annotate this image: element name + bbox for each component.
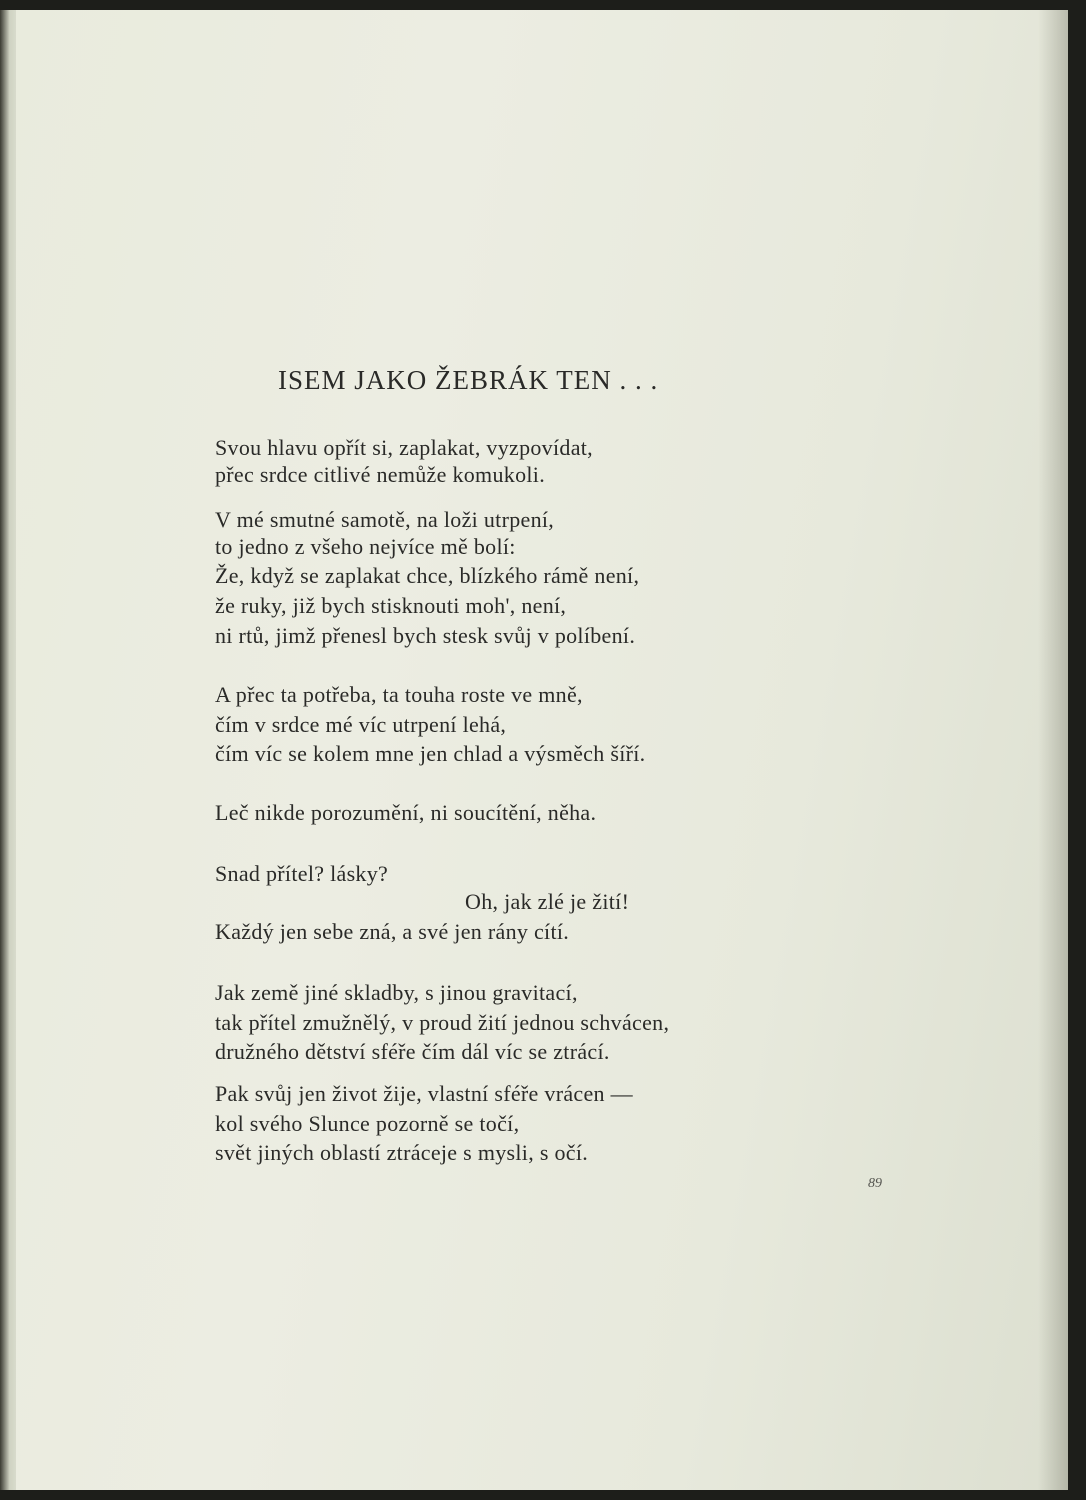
poem-line: družného dětství sféře čím dál víc se ztrácí.	[215, 1039, 610, 1064]
poem-line: Každý jen sebe zná, a své jen rány cítí.	[215, 919, 570, 944]
poem-line: ni rtů, jimž přenesl bych stesk svůj v políbení.	[215, 623, 636, 648]
poem-line: Oh, jak zlé je žití!	[465, 889, 630, 914]
page-edge-shadow	[1038, 10, 1068, 1490]
poem-line: Snad přítel? lásky?	[215, 861, 389, 886]
poem-line: Pak svůj jen život žije, vlastní sféře vrácen —	[215, 1081, 633, 1106]
poem-line: Jak země jiné skladby, s jinou gravitací,	[215, 980, 578, 1005]
poem-line: to jedno z všeho nejvíce mě bolí:	[215, 534, 516, 559]
poem-line: čím víc se kolem mne jen chlad a výsměch šíří.	[215, 741, 646, 766]
page-number: 89	[868, 1176, 882, 1191]
poem-line: Leč nikde porozumění, ni soucítění, něha.	[215, 800, 597, 825]
poem-line: čím v srdce mé víc utrpení lehá,	[215, 712, 507, 737]
poem-line: Že, když se zaplakat chce, blízkého rámě není,	[215, 563, 640, 588]
poem-line: A přec ta potřeba, ta touha roste ve mně,	[215, 682, 583, 707]
poem-line: přec srdce citlivé nemůže komukoli.	[215, 462, 545, 487]
poem-line: kol svého Slunce pozorně se točí,	[215, 1111, 520, 1136]
left-page-edge	[0, 10, 16, 1490]
poem-line: svět jiných oblastí ztráceje s mysli, s očí.	[215, 1140, 589, 1165]
poem-title: ISEM JAKO ŽEBRÁK TEN . . .	[278, 365, 659, 395]
poem-line: Svou hlavu opřít si, zaplakat, vyzpovídat,	[215, 435, 593, 460]
poem-line: V mé smutné samotě, na loži utrpení,	[215, 507, 555, 532]
poem-line: tak přítel zmužnělý, v proud žití jednou schvácen,	[215, 1010, 670, 1035]
poem-line: že ruky, již bych stisknouti moh', není,	[215, 593, 567, 618]
book-page	[16, 10, 1068, 1490]
